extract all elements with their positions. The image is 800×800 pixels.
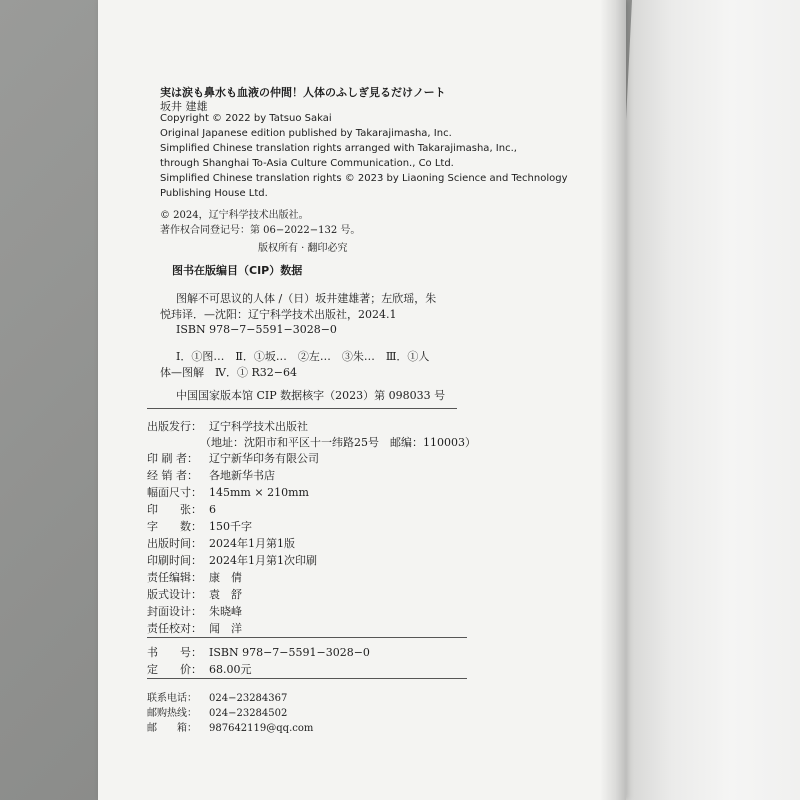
info-row: 责任编辑： 康 倩 bbox=[147, 571, 242, 584]
page-gutter-shadow bbox=[600, 0, 626, 800]
info-row: 字 数： 150千字 bbox=[147, 520, 252, 533]
copyright-line: Copyright © 2022 by Tatsuo Sakai bbox=[160, 113, 332, 124]
copyright-line: Publishing House Ltd. bbox=[160, 188, 268, 199]
rights-reserved: 版权所有 · 翻印必究 bbox=[258, 243, 348, 254]
info-row: 出版时间： 2024年1月第1版 bbox=[147, 537, 295, 550]
copyright-line: Simplified Chinese translation rights arranged with Takarajimasha, Inc., bbox=[160, 143, 517, 154]
copyright-line: Original Japanese edition published by Takarajimasha, Inc. bbox=[160, 128, 452, 139]
cip-line: 悦玮译．—沈阳：辽宁科学技术出版社，2024.1 bbox=[160, 308, 397, 321]
info-row: 出版发行： 辽宁科学技术出版社 bbox=[147, 420, 308, 433]
info-row: （地址：沈阳市和平区十一纬路25号 邮编：110003） bbox=[200, 436, 476, 449]
info-row: 印 张： 6 bbox=[147, 503, 216, 516]
cip-classification: 体—图解 Ⅳ．① R32−64 bbox=[160, 366, 297, 379]
divider bbox=[147, 678, 467, 679]
info-row: 责任校对： 闻 洋 bbox=[147, 622, 242, 635]
cn-copyright: © 2024，辽宁科学技术出版社。 bbox=[160, 210, 309, 221]
phone-row: 联系电话： 024−23284367 bbox=[147, 693, 288, 704]
info-row: 版式设计： 袁 舒 bbox=[147, 588, 242, 601]
divider bbox=[147, 408, 457, 409]
info-row: 经 销 者： 各地新华书店 bbox=[147, 469, 275, 482]
info-row: 印 刷 者： 辽宁新华印务有限公司 bbox=[147, 452, 319, 465]
email-row: 邮 箱： 987642119@qq.com bbox=[147, 723, 314, 734]
book-number-row: 书 号： ISBN 978−7−5591−3028−0 bbox=[147, 646, 370, 659]
contract-registration: 著作权合同登记号：第 06−2022−132 号。 bbox=[160, 225, 361, 236]
japanese-title: 実は涙も鼻水も血液の仲間！人体のふしぎ見るだけノート bbox=[160, 86, 446, 99]
japanese-author: 坂井 建雄 bbox=[160, 100, 208, 113]
price-row: 定 价： 68.00元 bbox=[147, 663, 252, 676]
mail-order-row: 邮购热线： 024−23284502 bbox=[147, 708, 288, 719]
info-row: 封面设计： 朱晓峰 bbox=[147, 605, 242, 618]
cip-heading: 图书在版编目（CIP）数据 bbox=[172, 264, 303, 277]
info-row: 印刷时间： 2024年1月第1次印刷 bbox=[147, 554, 317, 567]
copyright-line: Simplified Chinese translation rights © 2023 by Liaoning Science and Technology bbox=[160, 173, 568, 184]
right-page bbox=[612, 0, 800, 800]
info-row: 幅面尺寸： 145mm × 210mm bbox=[147, 486, 309, 499]
cip-isbn: ISBN 978−7−5591−3028−0 bbox=[176, 323, 337, 336]
cip-record-number: 中国国家版本馆 CIP 数据核字（2023）第 098033 号 bbox=[176, 389, 446, 402]
cip-line: 图解不可思议的人体 /（日）坂井建雄著；左欣瑶，朱 bbox=[176, 292, 437, 305]
copyright-line: through Shanghai To-Asia Culture Communication., Co Ltd. bbox=[160, 158, 454, 169]
cip-classification: Ⅰ．①图… Ⅱ．①坂… ②左… ③朱… Ⅲ．①人 bbox=[176, 350, 430, 363]
divider bbox=[147, 637, 467, 638]
